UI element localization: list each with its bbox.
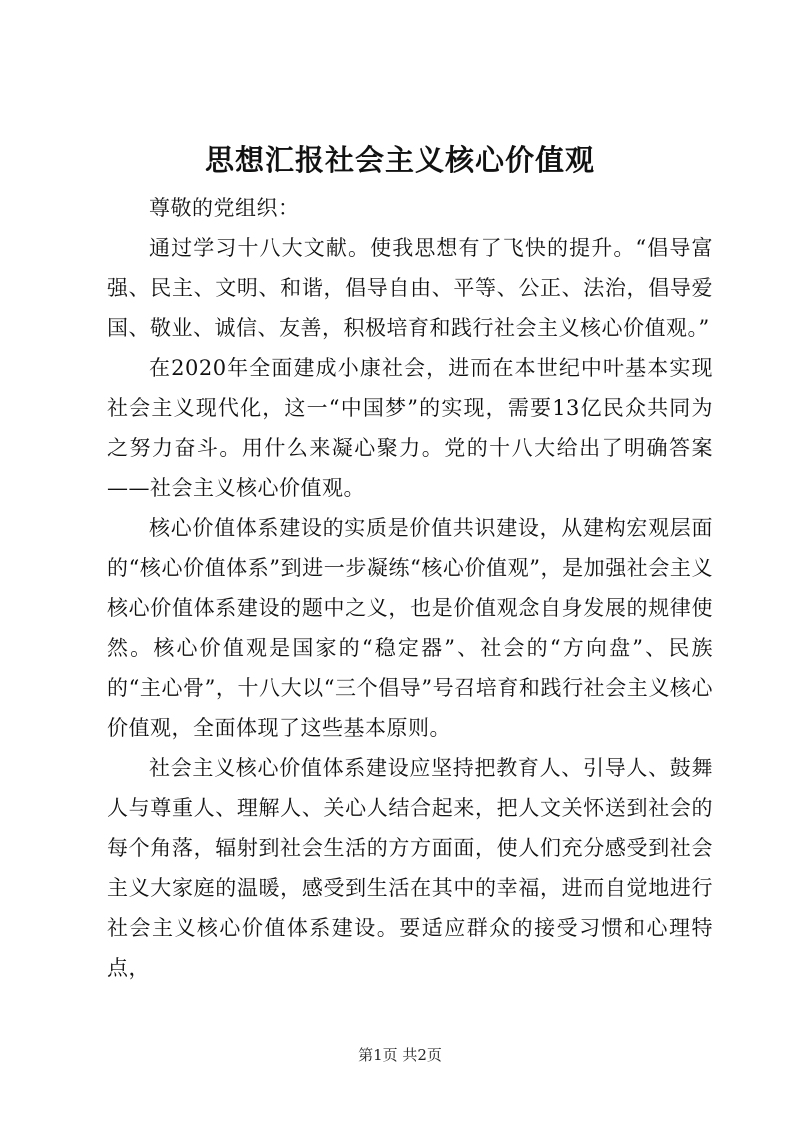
document-title: 思想汇报社会主义核心价值观 [204,143,595,177]
page-footer: 第1页 共2页 [358,1046,442,1064]
paragraph: 核心价值体系建设的实质是价值共识建设，从建构宏观层面的“核心价值体系”到进一步凝练“核心价值观”，是加强社会主义核心价值体系建设的题中之义，也是价值观念自身发展的规律使然。核心价值观是国家的“稳定器”、社会的“方向盘”、民族的“主心骨”，十八大以“三个倡导”号召培育和践行社会主义核心价值观，全面体现了这些基本原则。 [107,516,713,740]
paragraph: 通过学习十八大文献。使我思想有了飞快的提升。“倡导富强、民主、文明、和谐，倡导自由、平等、公正、法治，倡导爱国、敬业、诚信、友善，积极培育和践行社会主义核心价值观。” [107,236,713,340]
salutation: 尊敬的党组织： [149,196,300,220]
document-body [107,188,713,988]
paragraph: 社会主义核心价值体系建设应坚持把教育人、引导人、鼓舞人与尊重人、理解人、关心人结合起来，把人文关怀送到社会的每个角落，辐射到社会生活的方方面面，使人们充分感受到社会主义大家庭的温暖，感受到生活在其中的幸福，进而自觉地进行社会主义核心价值体系建设。要适应群众的接受习惯和心理特点， [107,756,713,980]
paragraph: 在2020年全面建成小康社会，进而在本世纪中叶基本实现社会主义现代化，这一“中国梦”的实现，需要13亿民众共同为之努力奋斗。用什么来凝心聚力。党的十八大给出了明确答案——社会主义核心价值观。 [107,356,713,500]
